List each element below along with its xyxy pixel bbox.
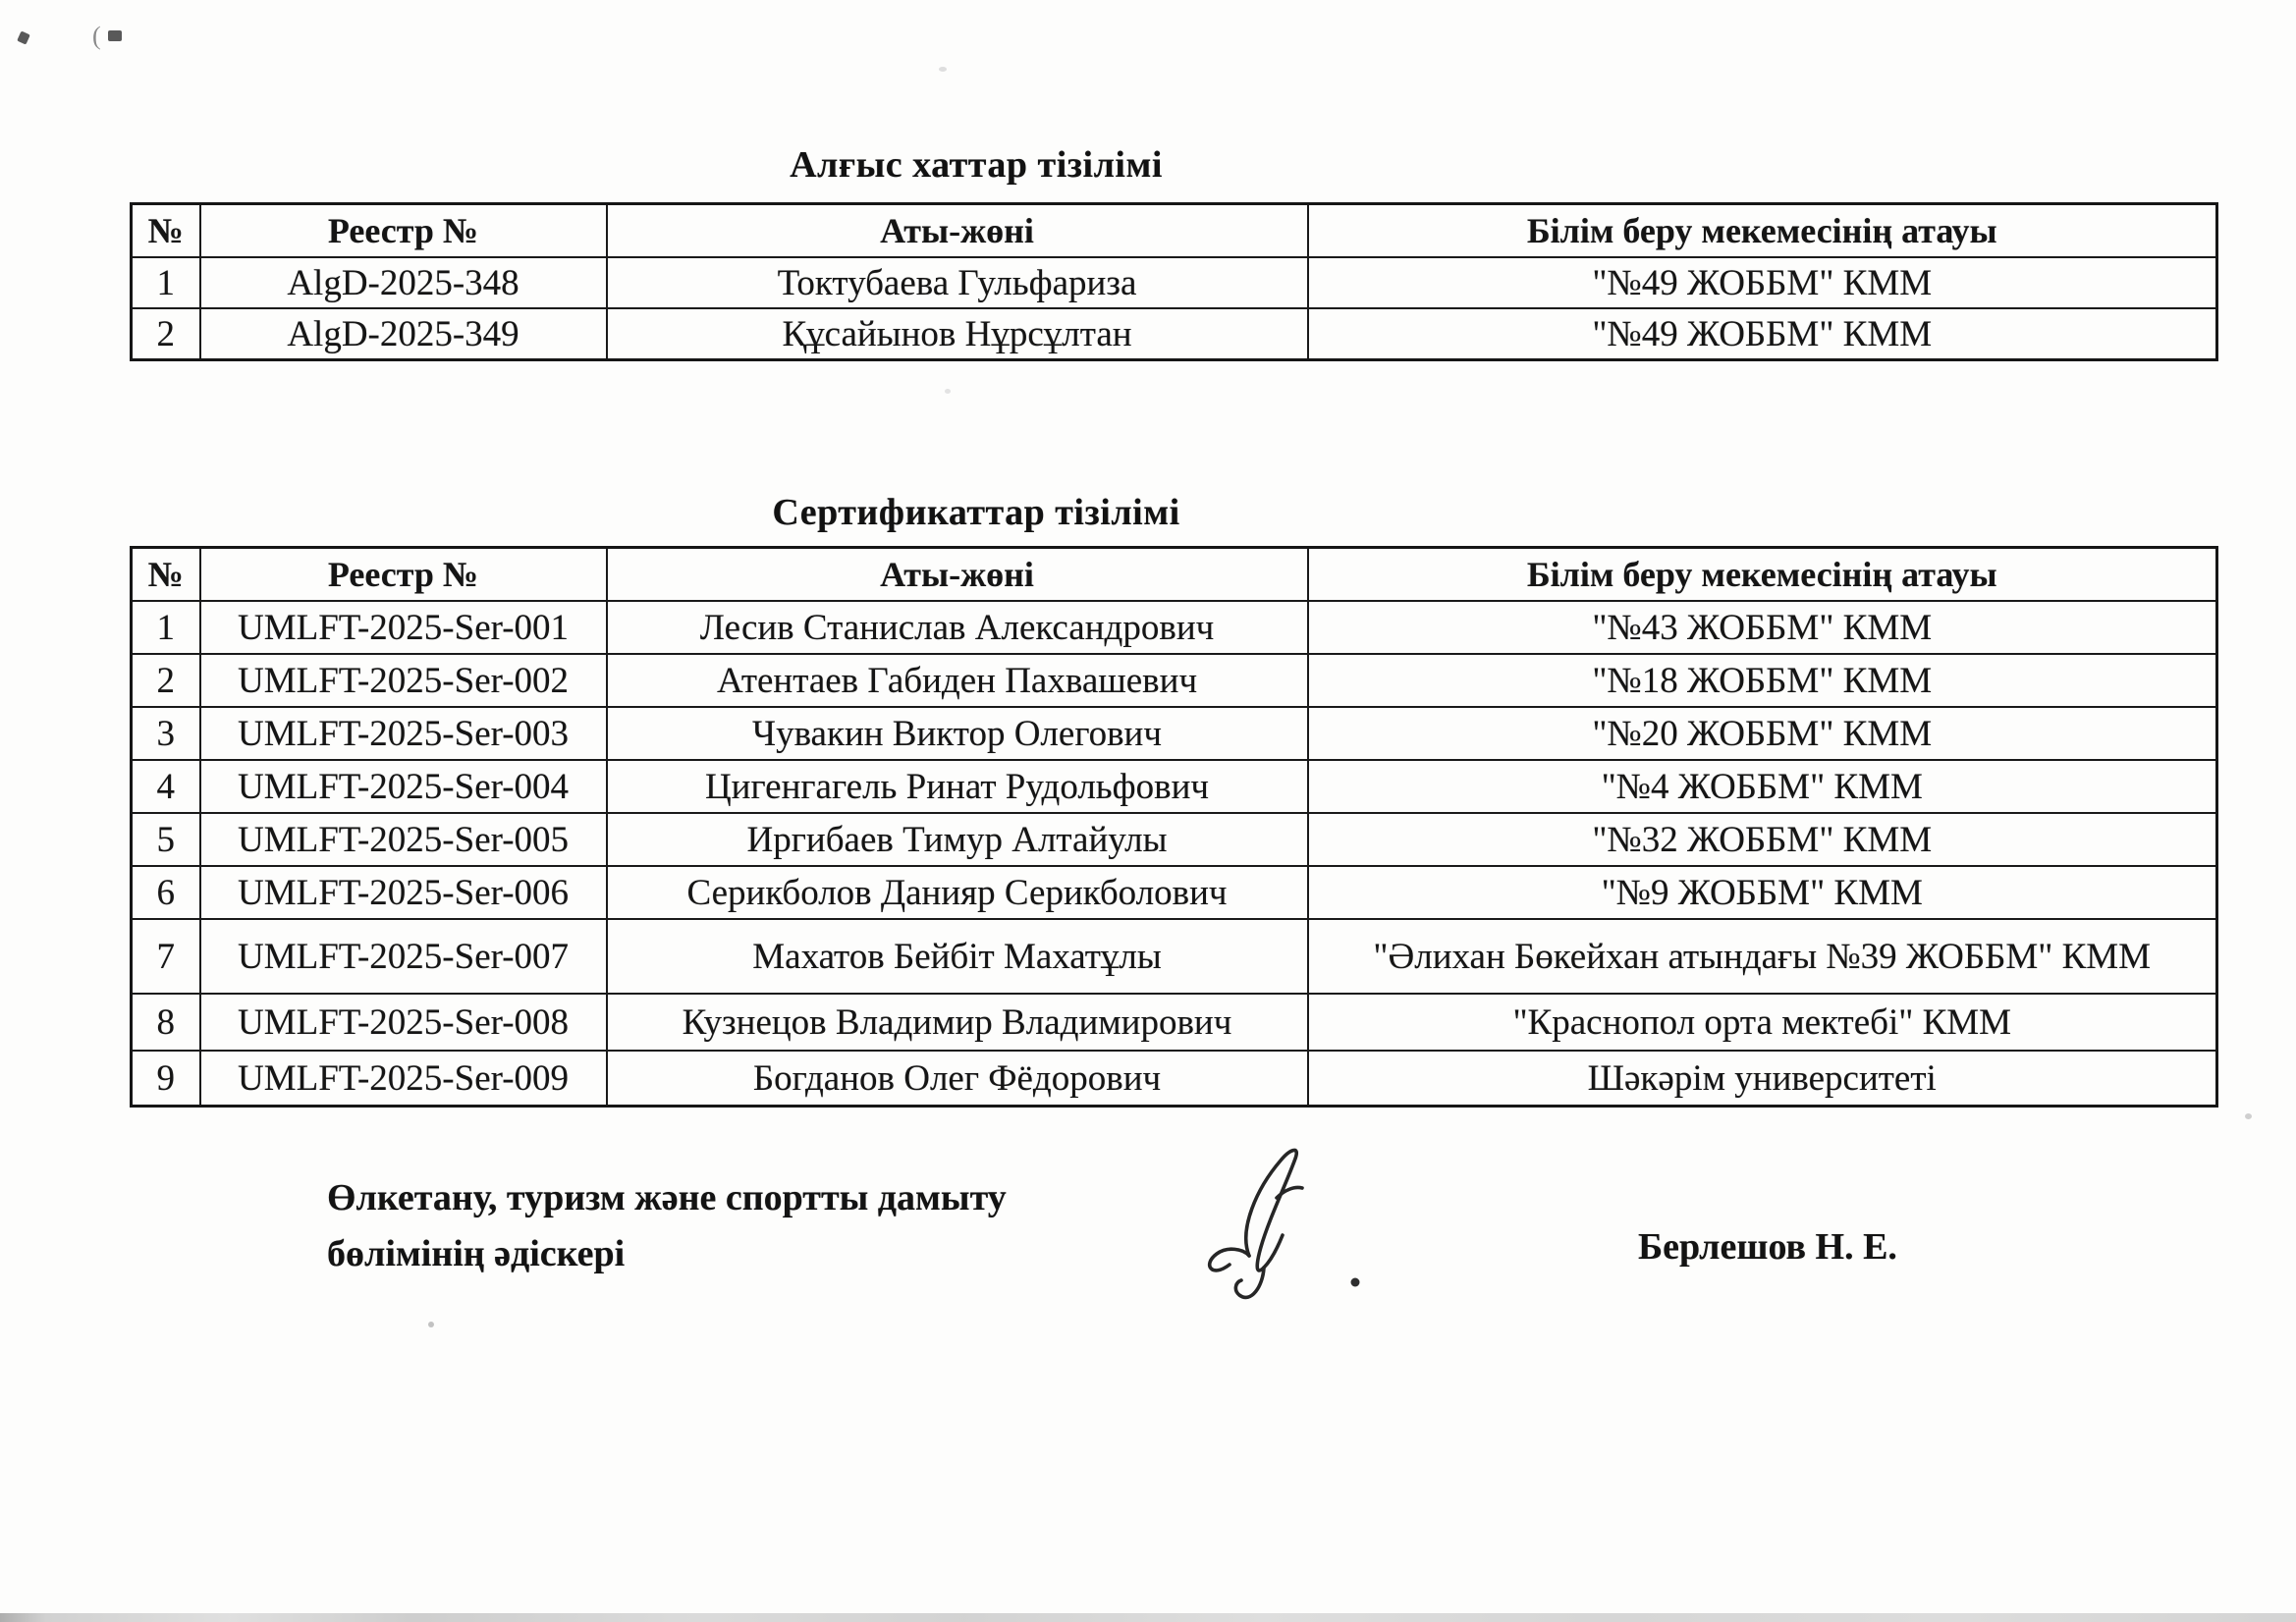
signer-role-line2: бөлімінің әдіскері xyxy=(327,1233,626,1274)
scan-speck xyxy=(17,30,30,44)
table-row xyxy=(132,707,2217,760)
scan-speck: ( xyxy=(92,22,101,50)
table-cell: "Краснопол орта мектебі" КММ xyxy=(1308,994,2217,1051)
certificates-header-row xyxy=(132,548,2217,602)
table-row xyxy=(132,994,2217,1051)
table-cell: "№9 ЖОББМ" КММ xyxy=(1308,866,2217,919)
table-cell: "Әлихан Бөкейхан атындағы №39 ЖОББМ" КММ xyxy=(1308,919,2217,994)
column-header: Реестр № xyxy=(200,548,607,602)
table-cell: 4 xyxy=(132,760,200,813)
table-cell: UMLFT-2025-Ser-002 xyxy=(200,654,607,707)
column-header: Білім беру мекемесінің атауы xyxy=(1308,548,2217,602)
table-cell: Богданов Олег Фёдорович xyxy=(607,1051,1308,1107)
signer-role-text xyxy=(327,1170,1007,1282)
page-bottom-scan-edge xyxy=(0,1613,2296,1622)
table-cell: "№18 ЖОББМ" КММ xyxy=(1308,654,2217,707)
column-header: № xyxy=(132,204,200,258)
table-cell: "№49 ЖОББМ" КММ xyxy=(1308,308,2217,360)
table-cell: Цигенгагель Ринат Рудольфович xyxy=(607,760,1308,813)
table-cell: "№43 ЖОББМ" КММ xyxy=(1308,601,2217,654)
table-cell: Махатов Бейбіт Махатұлы xyxy=(607,919,1308,994)
table-cell: UMLFT-2025-Ser-005 xyxy=(200,813,607,866)
table-cell: "№4 ЖОББМ" КММ xyxy=(1308,760,2217,813)
table-cell: UMLFT-2025-Ser-008 xyxy=(200,994,607,1051)
table-cell: 1 xyxy=(132,601,200,654)
signer-role-line1: Өлкетану, туризм және спортты дамыту xyxy=(327,1177,1007,1218)
table-cell: Токтубаева Гульфариза xyxy=(607,257,1308,308)
scan-speck xyxy=(945,389,951,394)
table-row xyxy=(132,601,2217,654)
column-header: Аты-жөні xyxy=(607,204,1308,258)
table-row xyxy=(132,1051,2217,1107)
table-cell: Шәкәрім университеті xyxy=(1308,1051,2217,1107)
table-cell: 8 xyxy=(132,994,200,1051)
table-row xyxy=(132,654,2217,707)
table-cell: 3 xyxy=(132,707,200,760)
column-header: № xyxy=(132,548,200,602)
letters-table xyxy=(130,202,2218,361)
table-cell: AlgD-2025-349 xyxy=(200,308,607,360)
table-cell: 5 xyxy=(132,813,200,866)
column-header: Аты-жөні xyxy=(607,548,1308,602)
table-cell: UMLFT-2025-Ser-001 xyxy=(200,601,607,654)
table-cell: Чувакин Виктор Олегович xyxy=(607,707,1308,760)
table-cell: 2 xyxy=(132,308,200,360)
table-cell: UMLFT-2025-Ser-009 xyxy=(200,1051,607,1107)
table-row xyxy=(132,866,2217,919)
certificates-table xyxy=(130,546,2218,1108)
table-cell: UMLFT-2025-Ser-006 xyxy=(200,866,607,919)
certificates-table-title: Сертификаттар тізілімі xyxy=(772,492,1180,533)
table-cell: "№32 ЖОББМ" КММ xyxy=(1308,813,2217,866)
scan-speck xyxy=(428,1322,434,1327)
table-cell: Құсайынов Нұрсұлтан xyxy=(607,308,1308,360)
table-cell: 2 xyxy=(132,654,200,707)
column-header: Реестр № xyxy=(200,204,607,258)
table-cell: 6 xyxy=(132,866,200,919)
letters-table-title: Алғыс хаттар тізілімі xyxy=(790,144,1163,186)
scan-speck xyxy=(939,67,947,72)
table-cell: "№20 ЖОББМ" КММ xyxy=(1308,707,2217,760)
table-cell: AlgD-2025-348 xyxy=(200,257,607,308)
table-row xyxy=(132,760,2217,813)
table-cell: Лесив Станислав Александрович xyxy=(607,601,1308,654)
table-row xyxy=(132,919,2217,994)
table-cell: "№49 ЖОББМ" КММ xyxy=(1308,257,2217,308)
signature-ink-dot xyxy=(1351,1278,1360,1287)
handwritten-signature xyxy=(1190,1139,1396,1311)
table-row xyxy=(132,308,2217,360)
table-cell: UMLFT-2025-Ser-007 xyxy=(200,919,607,994)
scan-speck xyxy=(2245,1113,2252,1119)
table-cell: 1 xyxy=(132,257,200,308)
table-cell: Серикболов Данияр Серикболович xyxy=(607,866,1308,919)
table-row xyxy=(132,813,2217,866)
table-cell: UMLFT-2025-Ser-004 xyxy=(200,760,607,813)
table-cell: Кузнецов Владимир Владимирович xyxy=(607,994,1308,1051)
table-row xyxy=(132,257,2217,308)
column-header: Білім беру мекемесінің атауы xyxy=(1308,204,2217,258)
signer-name: Берлешов Н. Е. xyxy=(1638,1226,1897,1268)
table-cell: Иргибаев Тимур Алтайулы xyxy=(607,813,1308,866)
table-cell: 7 xyxy=(132,919,200,994)
table-cell: 9 xyxy=(132,1051,200,1107)
table-cell: UMLFT-2025-Ser-003 xyxy=(200,707,607,760)
letters-header-row xyxy=(132,204,2217,258)
scan-speck xyxy=(108,30,122,41)
table-cell: Атентаев Габиден Пахвашевич xyxy=(607,654,1308,707)
